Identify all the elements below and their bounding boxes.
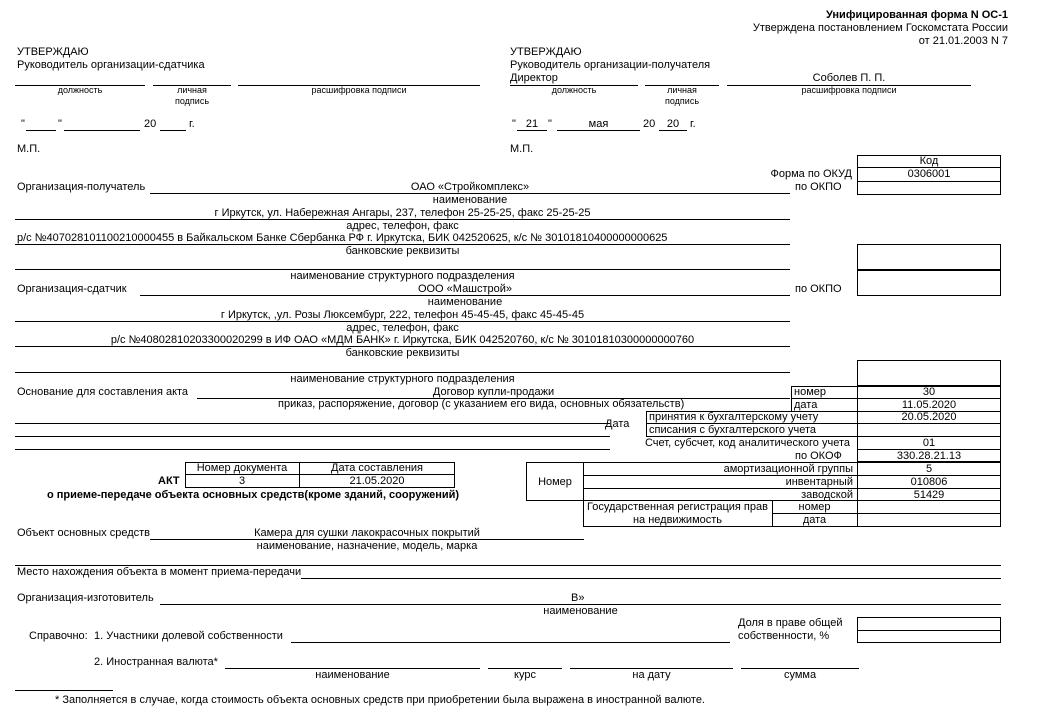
okud-value: 0306001 <box>907 168 951 180</box>
amort-label: амортизационной группы <box>723 463 853 475</box>
sender-name: ООО «Машстрой» <box>417 283 513 295</box>
right-position-value: Директор <box>510 72 558 84</box>
receiver-label: Организация-получатель <box>17 181 146 193</box>
receiver-cap-bank: банковские реквизиты <box>345 245 460 257</box>
share-label-1: Доля в праве общей <box>738 617 843 629</box>
registration-label-2: на недвижимость <box>632 514 723 526</box>
right-date-month-line[interactable] <box>557 130 640 131</box>
right-date-year-line[interactable] <box>659 130 687 131</box>
approved-date: от 21.01.2003 N 7 <box>918 35 1008 47</box>
left-approve-role: Руководитель организации-сдатчика <box>17 59 205 71</box>
right-decode-value: Соболев П. П. <box>812 72 886 84</box>
basis-cap: приказ, распоряжение, договор (с указанием его вида, основных обязательств) <box>278 398 685 410</box>
factory-value[interactable]: 51429 <box>913 489 945 501</box>
act-doc-date-header: Дата составления <box>331 462 423 474</box>
amort-value[interactable]: 5 <box>925 463 933 475</box>
object-cap: наименование, назначение, модель, марка <box>256 540 478 552</box>
code-header: Код <box>919 155 939 167</box>
receiver-cap-name: наименование <box>432 194 508 206</box>
accounting-date-label: Дата <box>605 418 630 430</box>
reference-item1: 1. Участники долевой собственности <box>94 630 283 642</box>
form-title: Унифицированная форма N ОС-1 <box>825 9 1008 21</box>
factory-label: заводской <box>801 489 853 501</box>
left-approve-heading: УТВЕРЖДАЮ <box>17 46 89 58</box>
writeoff-label: списания с бухгалтерского учета <box>649 424 817 436</box>
right-date-year: 20 <box>666 118 680 130</box>
reference-label: Справочно: <box>29 630 88 642</box>
right-date-quote-close: " <box>548 118 552 130</box>
sender-okpo-box[interactable] <box>857 270 1001 296</box>
manufacturer-value: В» <box>571 592 585 604</box>
left-date-quote-open: " <box>21 118 25 130</box>
manufacturer-cap: наименование <box>543 605 618 617</box>
inv-label: инвентарный <box>785 476 853 488</box>
right-approve-role: Руководитель организации-получателя <box>510 59 711 71</box>
right-date-year-prefix: 20 <box>643 118 656 130</box>
numbers-label: Номер <box>538 476 572 488</box>
accept-label: принятия к бухгалтерскому учету <box>649 411 819 423</box>
share-label-2: собственности, % <box>738 630 830 642</box>
right-date-month: мая <box>588 118 609 130</box>
okpo-label-sender: по ОКПО <box>795 283 842 295</box>
basis-extra-line-1[interactable] <box>15 423 610 424</box>
right-date-day: 21 <box>525 118 539 130</box>
act-doc-number-header: Номер документа <box>196 462 288 474</box>
basis-extra-line-3[interactable] <box>15 449 610 450</box>
sender-cap-name: наименование <box>427 296 503 308</box>
sender-cap-address: адрес, телефон, факс <box>346 322 459 334</box>
location-label: Место нахождения объекта в момент приема-передачи <box>17 566 302 578</box>
receiver-cap-address: адрес, телефон, факс <box>346 220 459 232</box>
basis-date-value[interactable]: 11.05.2020 <box>901 399 957 411</box>
receiver-cap-division: наименование структурного подразделения <box>290 270 515 282</box>
left-cap-decode: расшифровка подписи <box>311 85 407 95</box>
right-date-year-suffix: г. <box>690 118 696 130</box>
right-cap-decode: расшифровка подписи <box>801 85 897 95</box>
right-cap-signature-1: личная <box>667 85 697 95</box>
right-date-day-line[interactable] <box>517 130 547 131</box>
left-cap-signature-2: подпись <box>174 96 210 106</box>
registration-vdivider-2 <box>857 500 858 527</box>
receiver-division-code-box[interactable] <box>857 244 1001 270</box>
object-value: Камера для сушки лакокрасочных покрытий <box>254 527 480 539</box>
registration-date-label: дата <box>802 514 827 526</box>
left-date-year-suffix: г. <box>189 118 195 130</box>
right-approve-heading: УТВЕРЖДАЮ <box>510 46 582 58</box>
basis-number-value[interactable]: 30 <box>922 386 936 398</box>
share-box-divider <box>857 630 1001 631</box>
basis-value: Договор купли-продажи <box>432 386 555 398</box>
receiver-bank: р/с №40702810110021000045​5 в Байкальском Банке Сбербанка РФ г. Иркутска, БИК 042520625, к/с № 30101810400000000625 <box>17 232 668 244</box>
sender-bank: р/с №40802810203300020299 в ИФ ОАО «МДМ БАНК» г. Иркутска, БИК 042520760, к/с № 30101810300000000760 <box>110 334 695 346</box>
left-stamp: М.П. <box>17 143 41 155</box>
sender-address: г Иркутск, ,ул. Розы Люксембург, 222, телефон 45-45-45, факс 45-45-45 <box>220 309 585 321</box>
act-title: о приеме-передаче объекта основных средств(кроме зданий, сооружений) <box>47 489 460 501</box>
left-date-day-line[interactable] <box>26 130 56 131</box>
currency-cap-sum: сумма <box>783 669 817 681</box>
left-date-month-line[interactable] <box>64 130 140 131</box>
code-divider-2 <box>857 181 1001 182</box>
basis-extra-line-2[interactable] <box>15 436 610 437</box>
registration-label-1: Государственная регистрация прав <box>587 501 768 513</box>
basis-date-label: дата <box>794 399 818 411</box>
sender-division-code-box[interactable] <box>857 360 1001 386</box>
accept-value[interactable]: 20.05.2020 <box>901 411 957 423</box>
account-value[interactable]: 01 <box>922 437 936 449</box>
act-doc-number[interactable]: 3 <box>238 475 246 487</box>
right-cap-position: должность <box>551 85 597 95</box>
currency-cap-date: на дату <box>632 669 671 681</box>
left-cap-position: должность <box>57 85 103 95</box>
account-label: Счет, субсчет, код аналитического учета <box>644 437 850 449</box>
currency-cap-rate: курс <box>514 669 536 681</box>
location-line[interactable] <box>301 578 1001 579</box>
basis-number-label: номер <box>794 386 826 398</box>
left-date-year-line[interactable] <box>160 130 186 131</box>
okpo-label-receiver: по ОКПО <box>795 181 842 193</box>
left-cap-signature-1: личная <box>177 85 207 95</box>
object-label: Объект основных средств <box>17 527 150 539</box>
sender-cap-division: наименование структурного подразделения <box>290 373 515 385</box>
footnote: * Заполняется в случае, когда стоимость объекта основных средств при приобретении была выражена в иностранной валюте. <box>55 694 705 706</box>
act-doc-date[interactable]: 21.05.2020 <box>349 475 405 487</box>
sender-label: Организация-сдатчик <box>17 283 127 295</box>
right-cap-signature-2: подпись <box>664 96 700 106</box>
currency-cap-name: наименование <box>315 669 390 681</box>
okud-label: Форма по ОКУД <box>770 168 852 180</box>
left-date-year-prefix: 20 <box>144 118 157 130</box>
act-label: АКТ <box>158 475 180 487</box>
reference-item1-line[interactable] <box>291 642 730 643</box>
manufacturer-label: Организация-изготовитель <box>17 592 154 604</box>
inv-value[interactable]: 010806 <box>910 476 948 488</box>
receiver-address: г Иркутск, ул. Набережная Ангары, 237, телефон 25-25-25, факс 25-25-25 <box>214 207 591 219</box>
reference-item2: 2. Иностранная валюта* <box>94 656 218 668</box>
approved-line: Утверждена постановлением Госкомстата России <box>752 22 1008 34</box>
right-date-quote-open: " <box>512 118 516 130</box>
receiver-name: ОАО «Стройкомплекс» <box>410 181 530 193</box>
okof-label: по ОКОФ <box>795 450 842 462</box>
basis-label: Основание для составления акта <box>17 386 189 398</box>
registration-number-label: номер <box>798 501 831 513</box>
sender-cap-bank: банковские реквизиты <box>345 347 460 359</box>
right-stamp: М.П. <box>510 143 534 155</box>
left-date-quote-close: " <box>58 118 62 130</box>
footnote-rule <box>15 690 113 691</box>
okof-value[interactable]: 330.28.21.13 <box>896 450 962 462</box>
